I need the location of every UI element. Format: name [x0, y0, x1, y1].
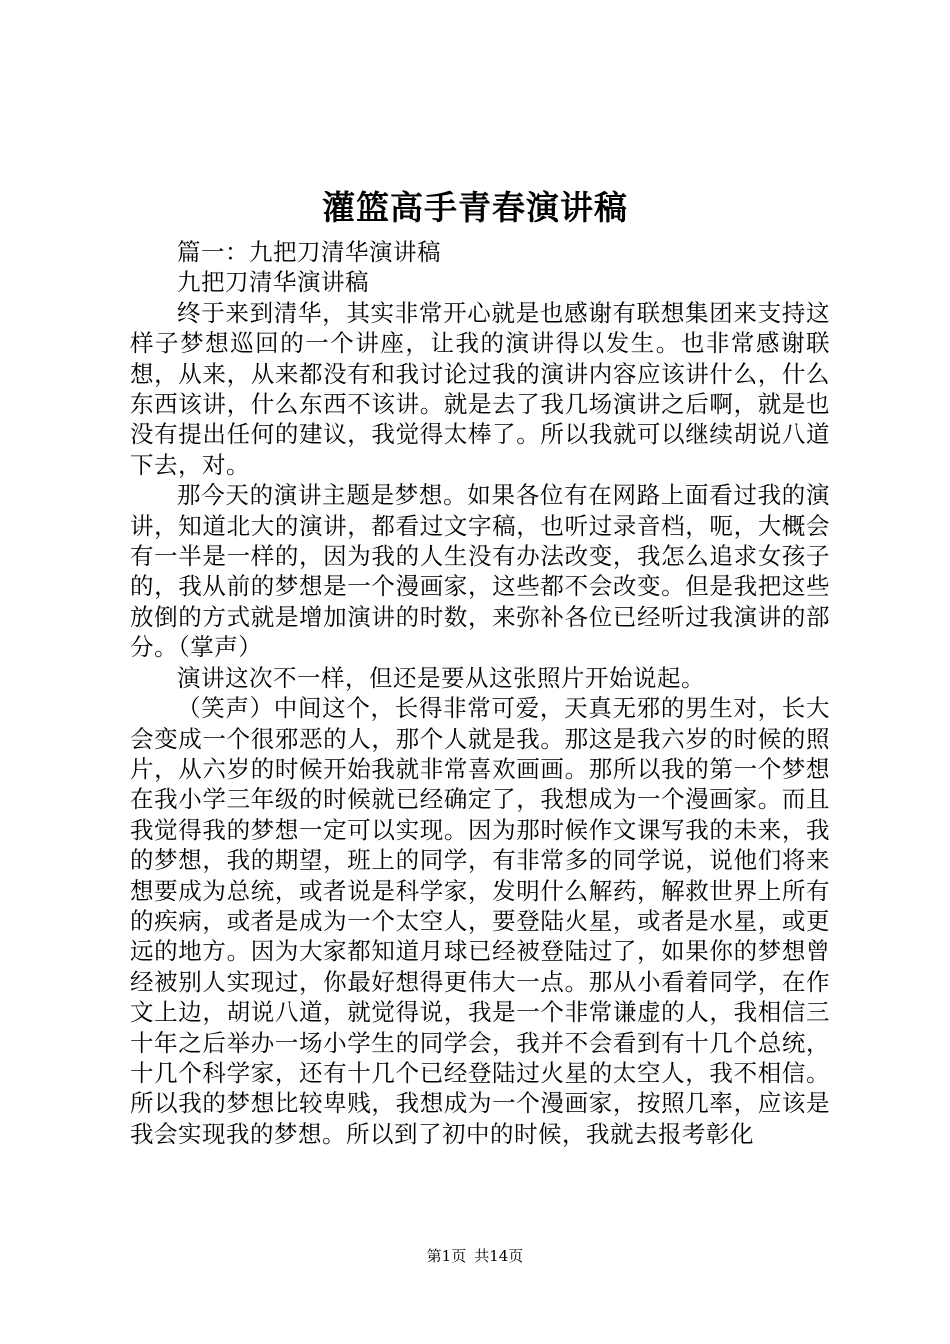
paragraph: 演讲这次不一样，但还是要从这张照片开始说起。 — [177, 663, 705, 692]
paragraph: 终于来到清华，其实非常开心就是也感谢有联想集团来支持这样子梦想巡回的一个讲座，让我的演讲得以发生。也非常感谢联想，从来，从来都没有和我讨论过我的演讲内容应该讲什么，什么东西该讲，什么东西不该讲。就是去了我几场演讲之后啊，就是也没有提出任何的建议，我觉得太棒了。所以我就可以继续胡说八道下去，对。 — [130, 298, 830, 479]
paragraph-speech-title: 九把刀清华演讲稿 — [177, 268, 369, 297]
document-body — [130, 237, 830, 1149]
paragraph-section-heading: 篇一：九把刀清华演讲稿 — [177, 238, 441, 266]
paragraph: 那今天的演讲主题是梦想。如果各位有在网路上面看过我的演讲，知道北大的演讲，都看过文字稿，也听过录音档，呃，大概会有一半是一样的，因为我的人生没有办法改变，我怎么追求女孩子的，我从前的梦想是一个漫画家，这些都不会改变。但是我把这些放倒的方式就是增加演讲的时数，来弥补各位已经听过我演讲的部分。（掌声） — [130, 481, 830, 662]
paragraph: （笑声）中间这个，长得非常可爱，天真无邪的男生对，长大会变成一个很邪恶的人，那个人就是我。那这是我六岁的时候的照片，从六岁的时候开始我就非常喜欢画画。那所以我的第一个梦想在我小学三年级的时候就已经确定了，我想成为一个漫画家。而且我觉得我的梦想一定可以实现。因为那时候作文课写我的未来，我的梦想，我的期望，班上的同学，有非常多的同学说，说他们将来想要成为总统，或者说是科学家，发明什么解药，解救世界上所有的疾病，或者是成为一个太空人，要登陆火星，或者是水星，或更远的地方。因为大家都知道月球已经被登陆过了，如果你的梦想曾经被别人实现过，你最好想得更伟大一点。那从小看着同学，在作文上边，胡说八道，就觉得说，我是一个非常谦虚的人，我相信三十年之后举办一场小学生的同学会，我并不会看到有十几个总统，十几个科学家，还有十几个已经登陆过火星的太空人，我不相信。所以我的梦想比较卑贱，我想成为一个漫画家，按照几率，应该是我会实现我的梦想。所以到了初中的时候，我就去报考彰化 — [130, 694, 830, 1148]
page-number-total: 共14页 — [474, 1247, 524, 1265]
document-title: 灌篮高手青春演讲稿 — [322, 188, 628, 227]
page-footer — [0, 1246, 950, 1266]
page-number-current: 第1页 — [426, 1247, 467, 1265]
